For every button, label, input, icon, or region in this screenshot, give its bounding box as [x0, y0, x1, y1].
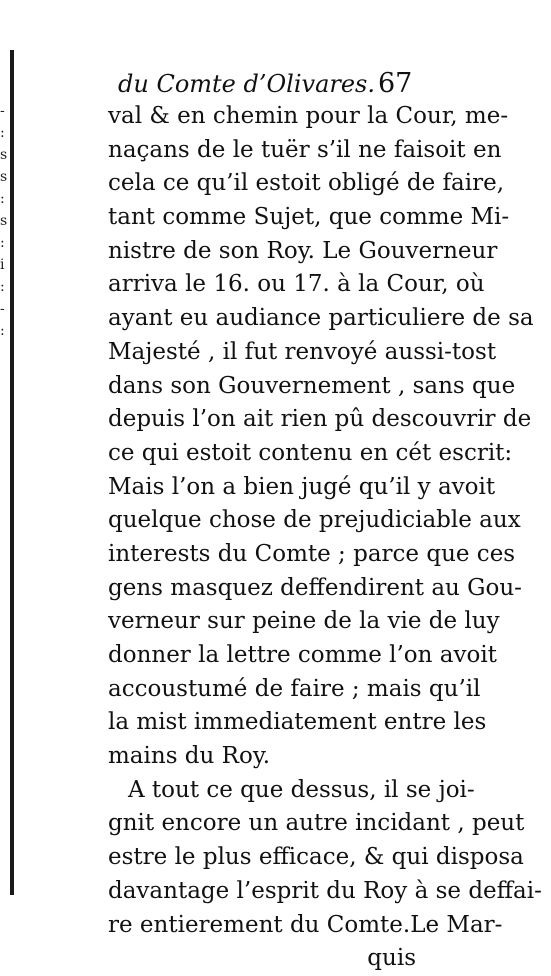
body-text: [108, 100, 542, 976]
text-line: verneur sur peine de la vie de luy: [108, 608, 500, 635]
gutter-mark: s: [0, 147, 8, 163]
text-line: tant comme Sujet, que comme Mi-: [108, 204, 510, 231]
gutter-mark: -: [0, 301, 5, 317]
running-title: du Comte d’Olivares.: [118, 70, 376, 98]
gutter-mark: :: [0, 125, 5, 141]
text-line: Mais l’on a bien jugé qu’il y avoit: [108, 473, 496, 500]
text-line: cela ce qu’il estoit obligé de faire,: [108, 170, 505, 197]
gutter-mark: i: [0, 257, 5, 273]
text-line: la mist immediatement entre les: [108, 709, 487, 736]
text-line: gnit encore un autre incidant , peut: [108, 810, 525, 837]
text-line: dans son Gouvernement , sans que: [108, 372, 516, 399]
text-line: arriva le 16. ou 17. à la Cour, où: [108, 271, 485, 298]
gutter-mark: :: [0, 235, 5, 251]
paragraph-end-line: mains du Roy.: [108, 743, 271, 770]
text-line: donner la lettre comme l’on avoit: [108, 642, 497, 668]
gutter-marks: [0, 100, 12, 342]
text-line: gens masquez deffendirent au Gou-: [108, 574, 522, 601]
gutter-mark: :: [0, 279, 5, 295]
text-line: ayant eu audiance particuliere de sa: [108, 305, 534, 332]
text-line: estre le plus efficace, & qui disposa: [108, 844, 524, 871]
text-line: re entierement du Comte.Le Mar-: [108, 911, 503, 938]
gutter-mark: :: [0, 323, 5, 339]
catchword: quis: [367, 945, 416, 972]
page-number: 67: [378, 68, 413, 99]
text-line: quelque chose de prejudiciable aux: [108, 507, 521, 534]
gutter-mark: s: [0, 213, 8, 229]
text-line: nistre de son Roy. Le Gouverneur: [108, 237, 498, 264]
text-line: interests du Comte ; parce que ces: [108, 540, 516, 567]
text-line: ce qui estoit contenu en cét escrit:: [108, 439, 513, 466]
text-line: naçans de le tuër s’il ne faisoit en: [108, 136, 502, 163]
gutter-mark: -: [0, 103, 5, 119]
paragraph-start-line: A tout ce que dessus, il se joi-: [128, 776, 475, 803]
text-line: accoustumé de faire ; mais qu’il: [108, 675, 481, 702]
gutter-mark: :: [0, 191, 5, 207]
text-line: depuis l’on ait rien pû descouvrir de: [108, 406, 532, 433]
gutter-mark: s: [0, 169, 8, 185]
text-line: Majesté , il fut renvoyé aussi-tost: [108, 338, 497, 365]
text-line: val & en chemin pour la Cour, me-: [108, 103, 509, 129]
text-line: davantage l’esprit du Roy à se deffai-: [108, 877, 542, 904]
